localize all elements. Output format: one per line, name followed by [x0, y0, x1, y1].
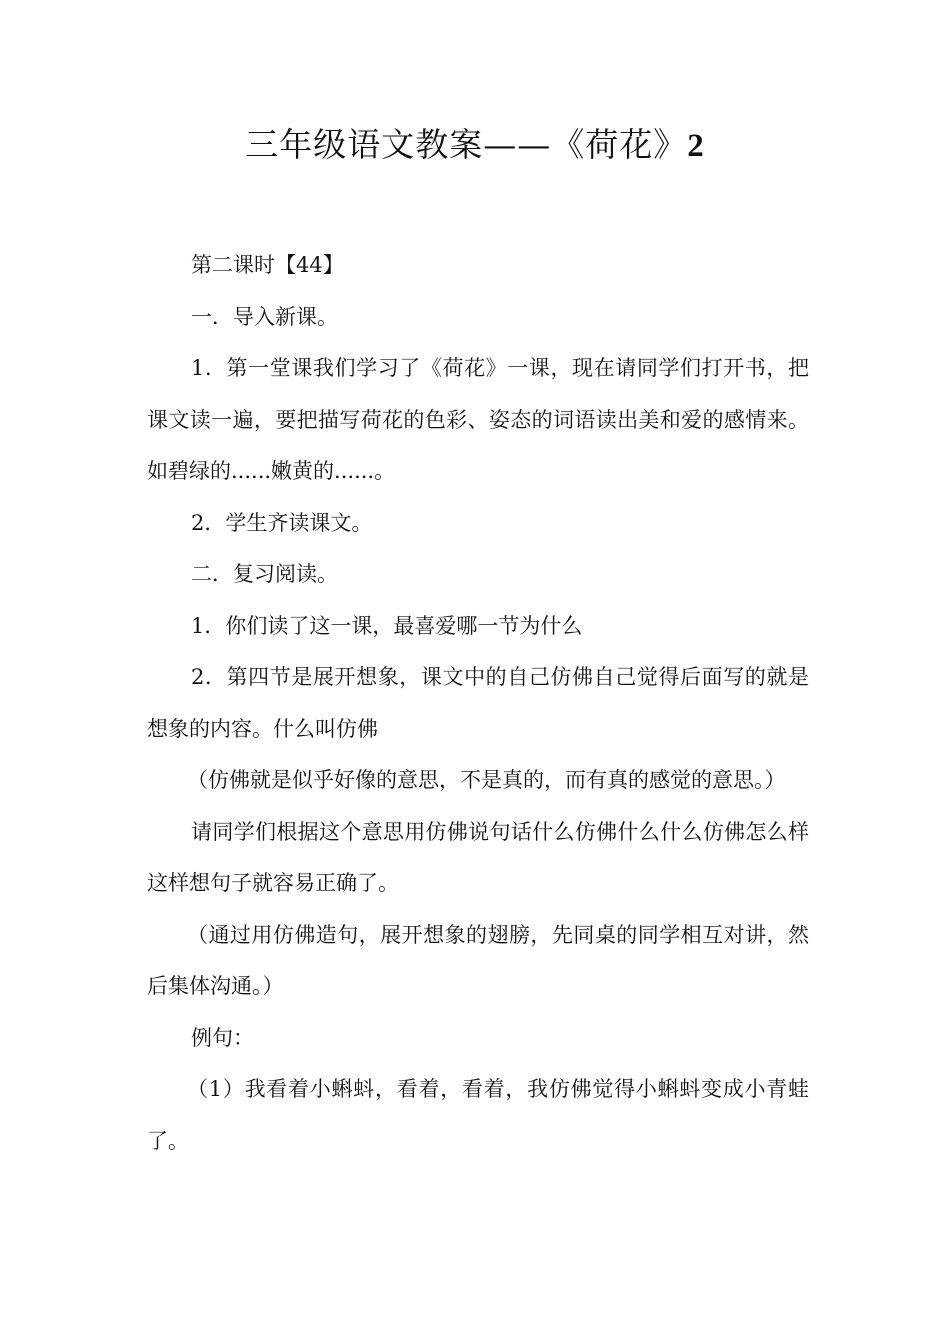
document-body [147, 240, 809, 1167]
paragraph-sentence-task: 请同学们根据这个意思用仿佛说句话什么仿佛什么什么仿佛怎么样这样想句子就容易正确了。 [147, 819, 809, 895]
title-number: 2 [687, 128, 705, 164]
title-main: 三年级语文教案——《荷花》 [245, 125, 688, 164]
paragraph-review-step-1: 1．你们读了这一课，最喜爱哪一节为什么 [191, 613, 583, 638]
paragraph-lesson-period: 第二课时【44】 [191, 253, 344, 277]
paragraph-intro-step-1: 1．第一堂课我们学习了《荷花》一课，现在请同学们打开书，把课文读一遍，要把描写荷花的色彩、姿态的词语读出美和爱的感情来。如碧绿的......嫩黄的......。 [147, 356, 809, 483]
paragraph-review-step-2: 2．第四节是展开想象，课文中的自己仿佛自己觉得后面写的就是想象的内容。什么叫仿佛 [147, 665, 809, 741]
paragraph-example-1: （1）我看着小蝌蚪，看着，看着，我仿佛觉得小蝌蚪变成小青蛙了。 [147, 1077, 809, 1153]
paragraph-intro-step-2: 2．学生齐读课文。 [191, 510, 373, 535]
paragraph-fangfu-definition: （仿佛就是似乎好像的意思，不是真的，而有真的感觉的意思。） [187, 768, 786, 792]
paragraph-task-note: （通过用仿佛造句，展开想象的翅膀，先同桌的同学相互对讲，然后集体沟通。） [147, 922, 809, 998]
document-title [0, 120, 950, 171]
paragraph-section-2-heading: 二．复习阅读。 [191, 562, 338, 586]
paragraph-example-label: 例句： [191, 1025, 254, 1050]
paragraph-section-1-heading: 一．导入新课。 [191, 304, 338, 329]
